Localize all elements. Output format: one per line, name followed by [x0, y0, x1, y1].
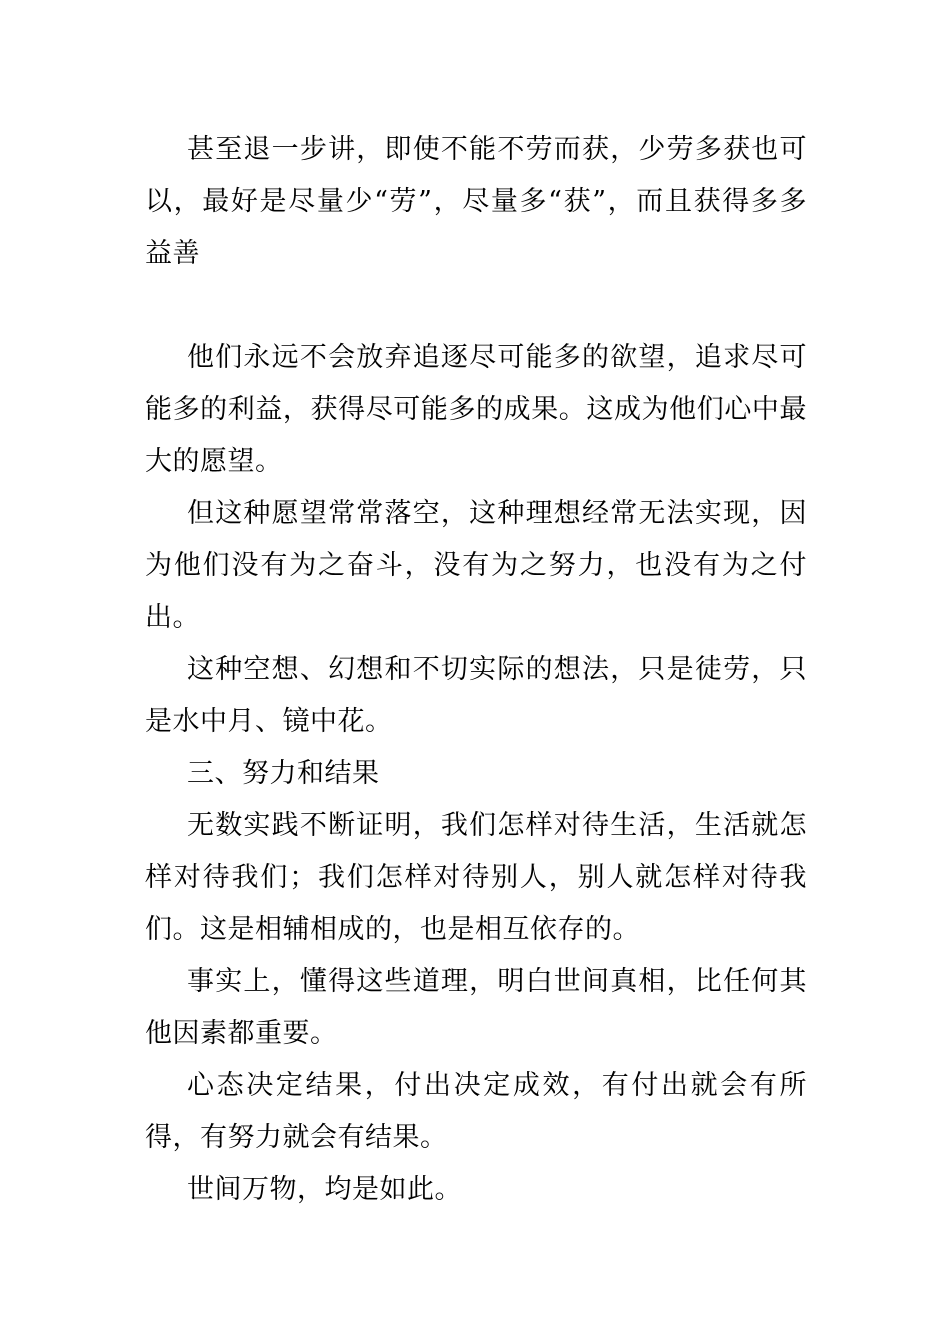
section-heading: 三、努力和结果: [187, 758, 380, 789]
paragraph-6: 事实上，懂得这些道理，明白世间真相，比任何其他因素都重要。: [145, 966, 807, 1049]
paragraph-3: 但这种愿望常常落空，这种理想经常无法实现，因为他们没有为之奋斗，没有为之努力，也没有为之付出。: [145, 498, 807, 633]
paragraph-7: 心态决定结果，付出决定成效，有付出就会有所得，有努力就会有结果。: [145, 1070, 807, 1153]
document-body: [145, 124, 807, 1216]
paragraph-5: 无数实践不断证明，我们怎样对待生活，生活就怎样对待我们；我们怎样对待别人，别人就怎样对待我们。这是相辅相成的，也是相互依存的。: [145, 810, 807, 945]
paragraph-1: 甚至退一步讲，即使不能不劳而获，少劳多获也可以，最好是尽量少“劳”，尽量多“获”，而且获得多多益善: [145, 134, 807, 269]
paragraph-2: 他们永远不会放弃追逐尽可能多的欲望，追求尽可能多的利益，获得尽可能多的成果。这成为他们心中最大的愿望。: [145, 342, 807, 477]
paragraph-8: 世间万物，均是如此。: [187, 1174, 462, 1205]
paragraph-4: 这种空想、幻想和不切实际的想法，只是徒劳，只是水中月、镜中花。: [145, 654, 807, 737]
